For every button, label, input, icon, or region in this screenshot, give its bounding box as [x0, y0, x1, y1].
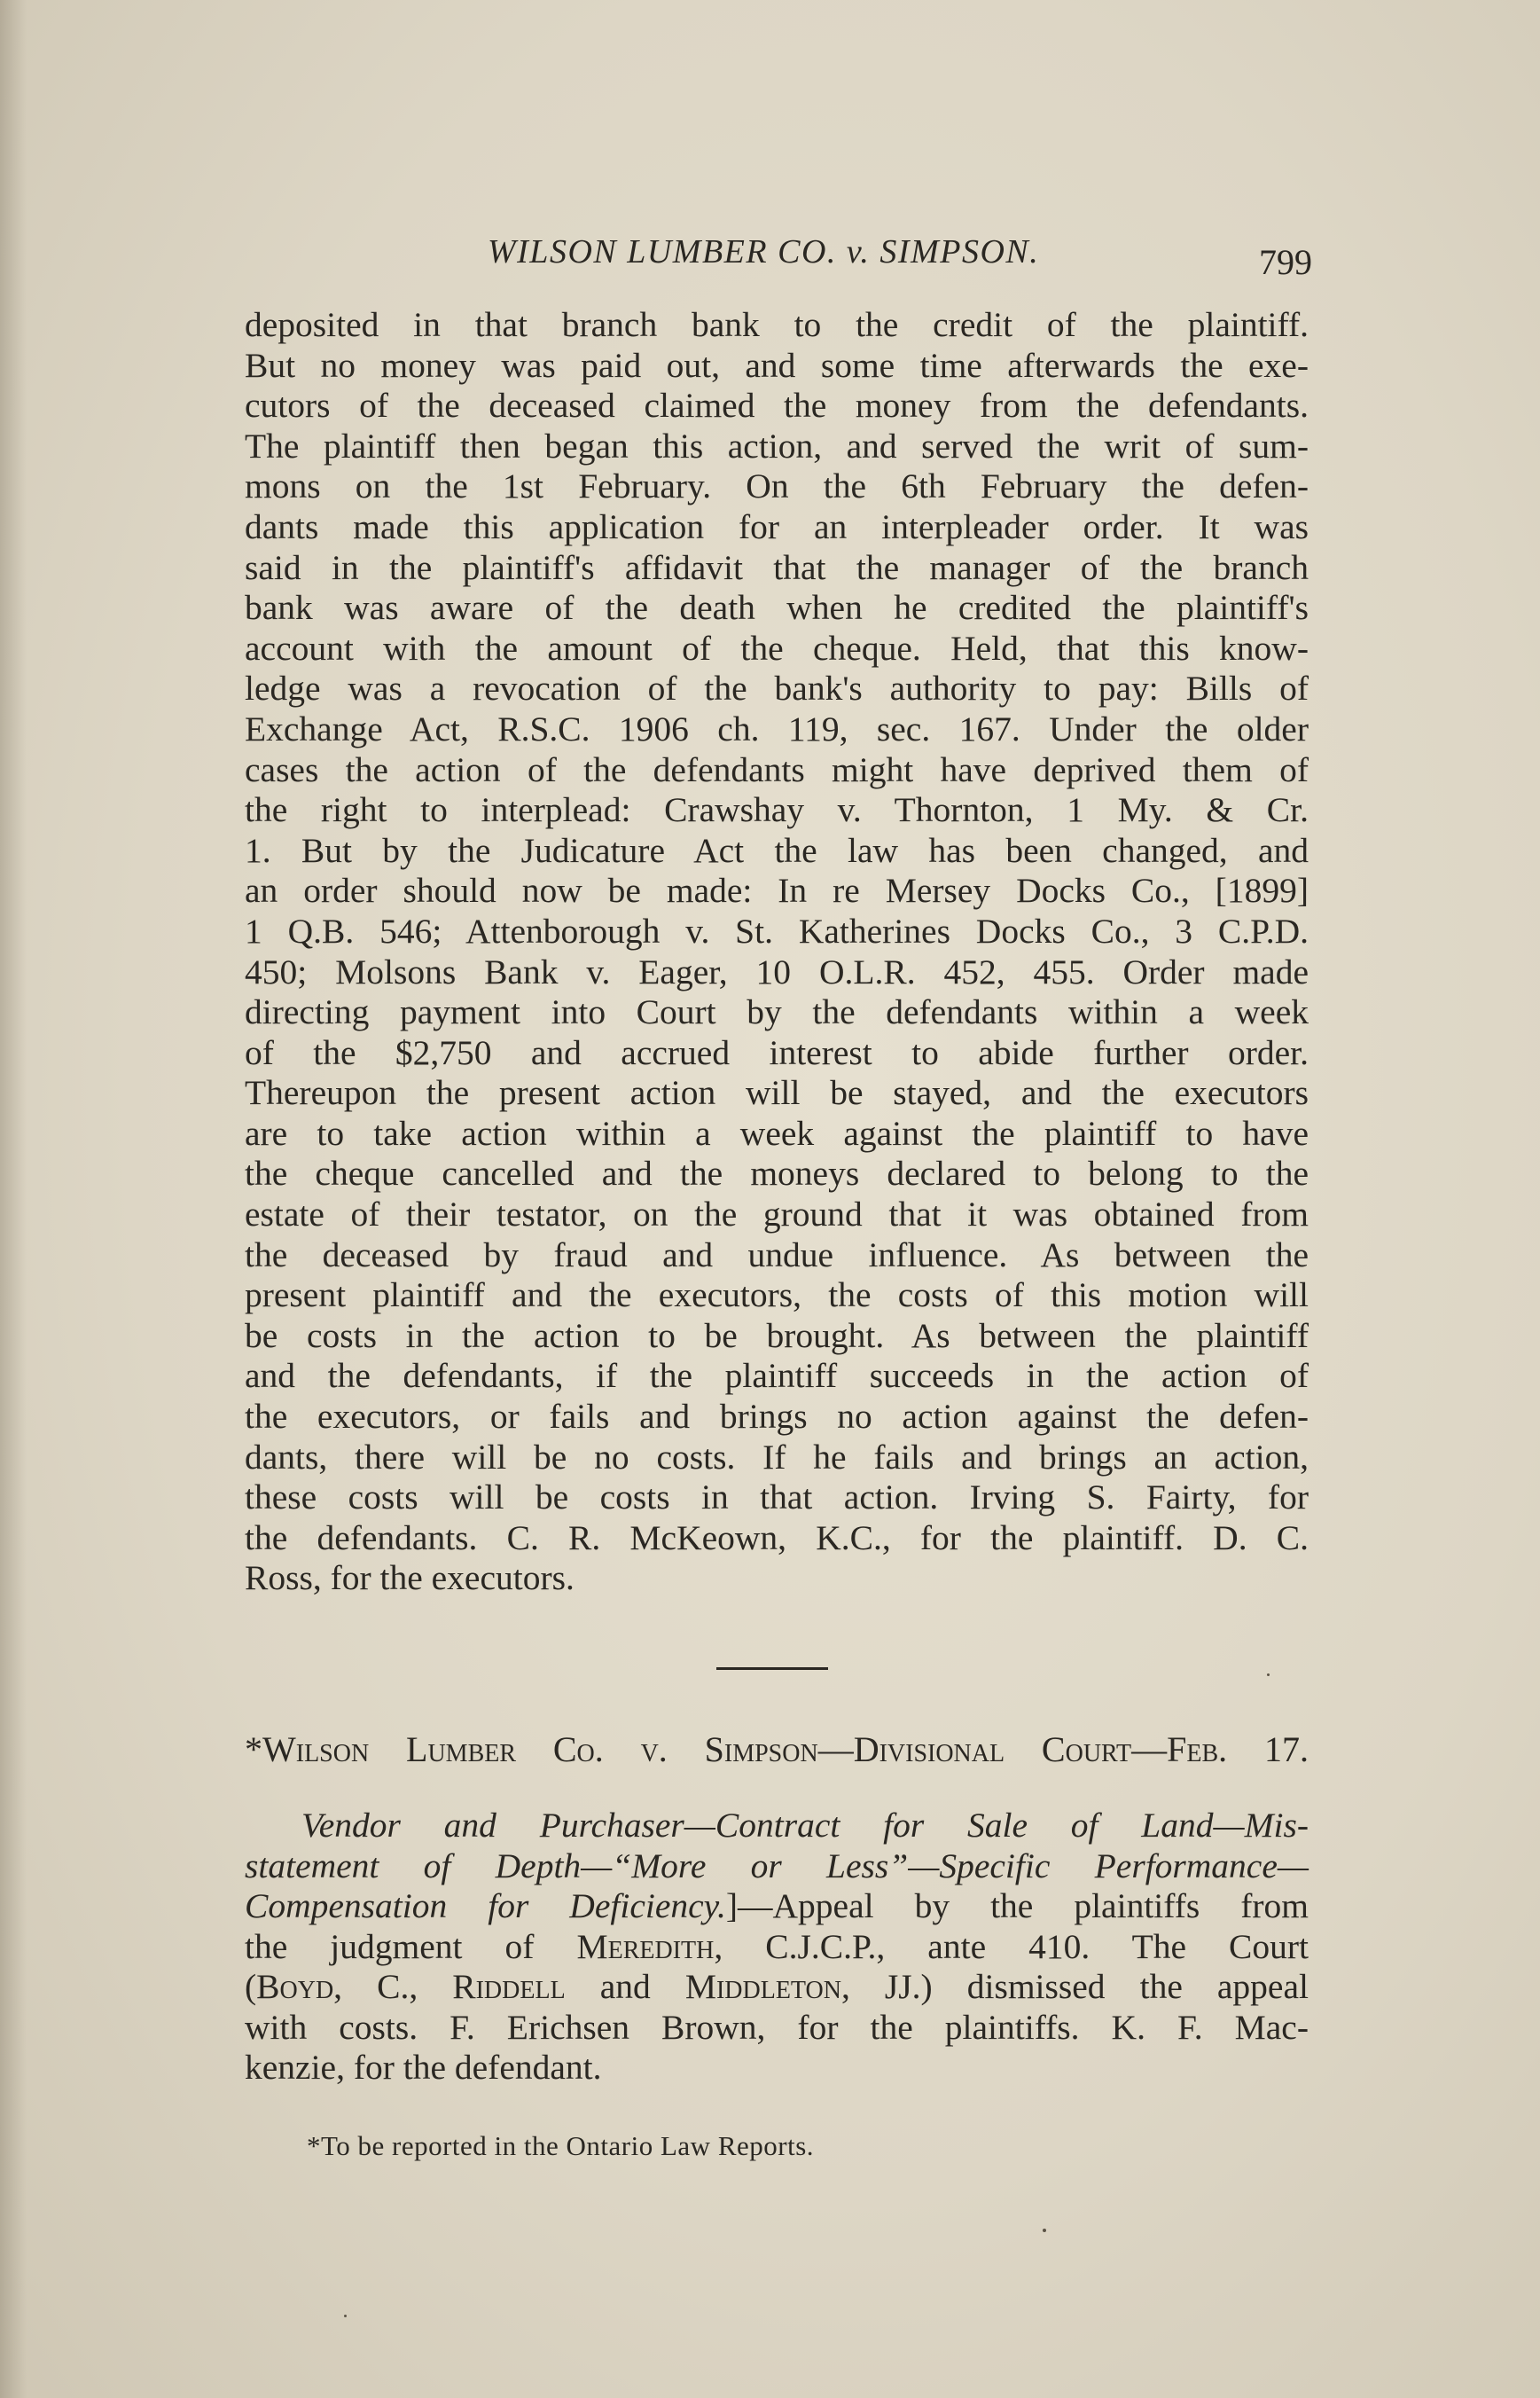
footnote: *To be reported in the Ontario Law Reports.: [307, 2130, 815, 2161]
body-line: estate of their testator, on the ground that it was obtained from: [245, 1195, 1309, 1234]
body-line: mons on the 1st February. On the 6th February the defen-: [245, 466, 1309, 506]
case-star: *: [245, 1729, 262, 1769]
headnote-text: and: [565, 1967, 685, 2006]
body-line: bank was aware of the death when he credited the plaintiff's: [245, 588, 1309, 628]
body-line: the right to interplead: Crawshay v. Thornton, 1 My. & Cr.: [245, 790, 1309, 830]
body-line: dants made this application for an interpleader order. It was: [245, 506, 1309, 546]
body-line: account with the amount of the cheque. Held, that this know-: [245, 628, 1309, 668]
judge-name: Meredith: [576, 1926, 715, 1966]
headnote-text: , C.,: [333, 1967, 453, 2006]
body-line: Exchange Act, R.S.C. 1906 ch. 119, sec. 167. Under the older: [245, 709, 1309, 748]
body-line: 1. But by the Judicature Act the law has been changed, and: [245, 830, 1309, 870]
body-line: these costs will be costs in that action. Irving S. Fairty, for: [245, 1477, 1309, 1517]
body-line: the defendants. C. R. McKeown, K.C., for the plaintiff. D. C.: [245, 1517, 1309, 1557]
spine-shadow: [0, 0, 27, 2398]
headnote-text: kenzie, for the defendant.: [245, 2048, 602, 2087]
headnote-line: [245, 2048, 1309, 2088]
body-line: But no money was paid out, and some time afterwards the exe-: [245, 345, 1309, 385]
body-line: and the defendants, if the plaintiff succeeds in the action of: [245, 1356, 1309, 1396]
paper-speck: [1267, 1673, 1270, 1676]
body-line: 1 Q.B. 546; Attenborough v. St. Katherines Docks Co., 3 C.P.D.: [245, 911, 1309, 951]
body-line: be costs in the action to be brought. As between the plaintiff: [245, 1315, 1309, 1355]
body-line: are to take action within a week against the plaintiff to have: [245, 1113, 1309, 1153]
body-paragraph: [245, 305, 1309, 1599]
body-line: dants, there will be no costs. If he fails and brings an action,: [245, 1437, 1309, 1477]
headnote-text: (: [245, 1967, 257, 2006]
headnote: [245, 1806, 1309, 2088]
body-line: of the $2,750 and accrued interest to abide further order.: [245, 1032, 1309, 1072]
body-line: present plaintiff and the executors, the costs of this motion will: [245, 1275, 1309, 1315]
paper-speck: [1043, 2229, 1046, 2232]
running-head: [248, 232, 1312, 286]
case-date-day: 17.: [1227, 1729, 1309, 1769]
body-line: cutors of the deceased claimed the money from the defendants.: [245, 386, 1309, 426]
headnote-text: ]—Appeal by the plaintiffs from: [725, 1886, 1309, 1925]
running-title: WILSON LUMBER CO. v. SIMPSON.: [488, 233, 1040, 270]
body-line: an order should now be made: In re Mersey Docks Co., [1899]: [245, 871, 1309, 911]
case-date-month: Feb.: [1167, 1729, 1228, 1769]
body-line: the cheque cancelled and the moneys declared to belong to the: [245, 1154, 1309, 1194]
body-line: the deceased by fraud and undue influence. As between the: [245, 1234, 1309, 1274]
headnote-text: with costs. F. Erichsen Brown, for the plaintiffs. K. F. Mac-: [245, 2007, 1309, 2047]
headnote-line: [245, 1886, 1309, 1927]
body-line: Thereupon the present action will be stayed, and the executors: [245, 1073, 1309, 1113]
body-line: the executors, or fails and brings no action against the defen-: [245, 1397, 1309, 1437]
body-line: ledge was a revocation of the bank's authority to pay: Bills of: [245, 669, 1309, 709]
headnote-catchwords: Vendor and Purchaser—Contract for Sale of Land—Mis-: [301, 1806, 1309, 1845]
headnote-text: , JJ.) dismissed the appeal: [840, 1967, 1309, 2006]
body-line: cases the action of the defendants might have deprived them of: [245, 749, 1309, 789]
headnote-text: the judgment of: [245, 1926, 577, 1966]
headnote-line: [245, 1846, 1309, 1887]
body-line: said in the plaintiff's affidavit that the manager of the branch: [245, 547, 1309, 587]
headnote-catchwords: Compensation for Deficiency.: [245, 1886, 726, 1925]
case-court: Divisional Court: [853, 1729, 1132, 1769]
headnote-line: [245, 1967, 1309, 2008]
case-heading: [245, 1729, 1309, 1770]
body-line: Ross, for the executors.: [245, 1558, 575, 1598]
case-parties: Wilson Lumber Co. v. Simpson: [262, 1729, 818, 1769]
page-number: 799: [1259, 242, 1312, 282]
body-line: The plaintiff then began this action, and served the writ of sum-: [245, 426, 1309, 466]
case-dash: —: [817, 1729, 854, 1769]
judge-name: Riddell: [452, 1967, 566, 2006]
body-line: directing payment into Court by the defendants within a week: [245, 992, 1309, 1032]
headnote-line: [245, 2008, 1309, 2049]
headnote-line: [245, 1806, 1309, 1846]
body-line: 450; Molsons Bank v. Eager, 10 O.L.R. 452, 455. Order made: [245, 952, 1309, 991]
headnote-line: [245, 1927, 1309, 1968]
section-divider: [716, 1667, 828, 1670]
case-dash: —: [1131, 1729, 1168, 1769]
judge-name: Middleton: [684, 1967, 841, 2006]
paper-speck: [344, 2315, 347, 2317]
headnote-text: , C.J.C.P., ante 410. The Court: [714, 1926, 1309, 1966]
judge-name: Boyd: [256, 1967, 334, 2006]
headnote-catchwords: statement of Depth—“More or Less”—Specific Performance—: [245, 1846, 1309, 1885]
body-line: deposited in that branch bank to the credit of the plaintiff.: [245, 305, 1309, 344]
